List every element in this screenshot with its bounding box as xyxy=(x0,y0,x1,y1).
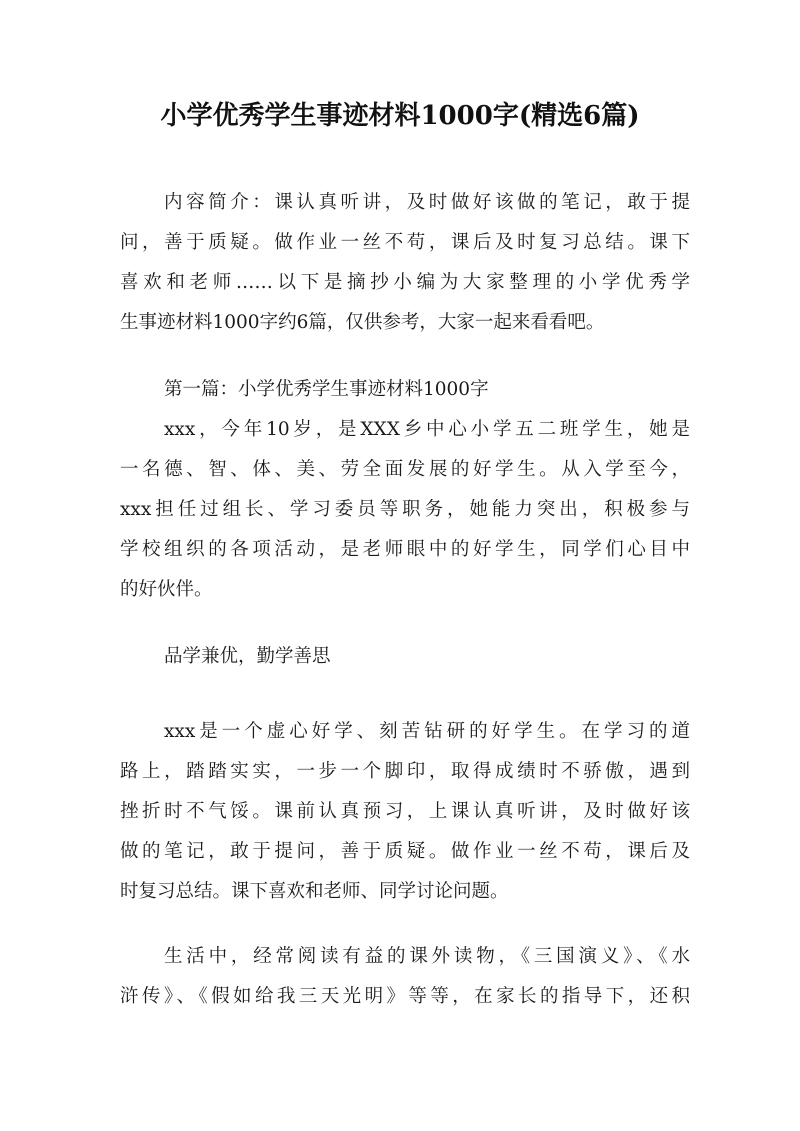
summary-paragraph xyxy=(120,183,690,343)
subheading-text: 品学兼优，勤学善思 xyxy=(164,646,331,667)
paragraph-line: 喜欢和老师……以下是摘抄小编为大家整理的小学优秀学 xyxy=(120,272,690,293)
paragraph-line: xxx，今年10岁，是XXX乡中心小学五二班学生，她是 xyxy=(164,419,690,440)
paragraph-line: 时复习总结。课下喜欢和老师、同学讨论问题。 xyxy=(120,881,509,902)
paragraph-line: 生活中，经常阅读有益的课外读物，《三国演义》、《水 xyxy=(164,946,690,967)
paragraph-line: 问，善于质疑。做作业一丝不苟，课后及时复习总结。课下 xyxy=(120,232,690,253)
subheading xyxy=(120,637,690,677)
paragraph-line: 做的笔记，敢于提问，善于质疑。做作业一丝不苟，课后及 xyxy=(120,841,690,862)
paragraph-line: 浒传》、《假如给我三天光明》等等，在家长的指导下，还积 xyxy=(120,986,690,1007)
paragraph-line: 内容简介：课认真听讲，及时做好该做的笔记，敢于提 xyxy=(164,192,690,213)
document-title: 小学优秀学生事迹材料1000字(精选6篇) xyxy=(160,101,640,131)
body-paragraph xyxy=(120,410,690,610)
paragraph-line: 挫折时不气馁。课前认真预习，上课认真听讲，及时做好该 xyxy=(120,801,690,822)
body-paragraph xyxy=(120,937,690,1017)
paragraph-line: xxx是一个虚心好学、刻苦钻研的好学生。在学习的道 xyxy=(164,721,690,742)
paragraph-line: 路上，踏踏实实，一步一个脚印，取得成绩时不骄傲，遇到 xyxy=(120,761,690,782)
section-heading xyxy=(120,370,690,410)
paragraph-line: xxx担任过组长、学习委员等职务，她能力突出，积极参与 xyxy=(120,499,690,520)
paragraph-line: 学校组织的各项活动，是老师眼中的好学生，同学们心目中 xyxy=(120,539,690,560)
paragraph-line: 生事迹材料1000字约6篇，仅供参考，大家一起来看看吧。 xyxy=(120,312,605,333)
paragraph-line: 一名德、智、体、美、劳全面发展的好学生。从入学至今， xyxy=(120,459,690,480)
section-heading-text: 第一篇：小学优秀学生事迹材料1000字 xyxy=(164,379,489,400)
paragraph-line: 的好伙伴。 xyxy=(120,579,213,600)
body-paragraph xyxy=(120,712,690,912)
